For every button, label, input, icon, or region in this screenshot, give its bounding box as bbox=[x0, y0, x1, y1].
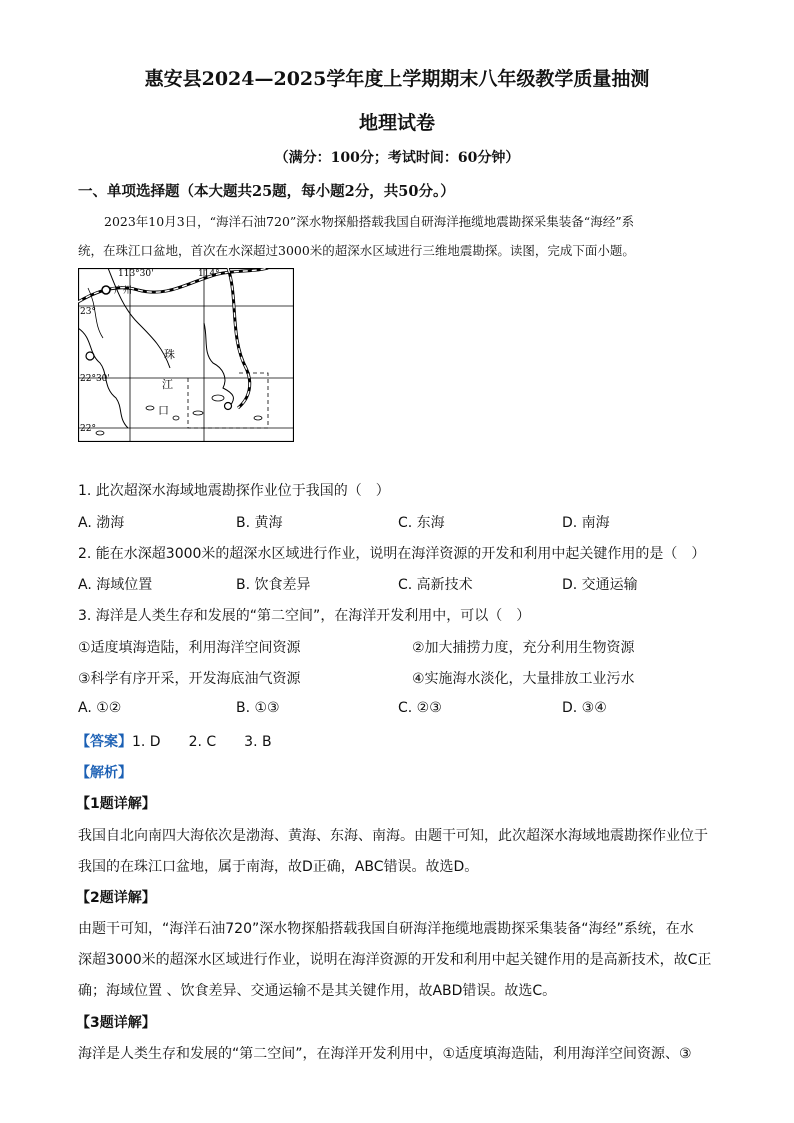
pearl-river-estuary-map bbox=[78, 268, 294, 442]
map-lat-2: 22°30' bbox=[80, 374, 110, 384]
q1-option-d: D. 南海 bbox=[562, 515, 610, 531]
q1-option-a: A. 渤海 bbox=[78, 515, 125, 531]
map-lon-2: 114° bbox=[198, 269, 220, 279]
q2-detail-line-1: 由题干可知，“海洋石油720”深水物探船搭载我国自研海洋拖缆地震勘探采集装备“海经”系统，在水 bbox=[78, 921, 694, 937]
q3-option-c: C. ②③ bbox=[398, 700, 442, 716]
map-lat-1: 23° bbox=[80, 307, 96, 317]
answer-values: 1. D 2. C 3. B bbox=[132, 734, 272, 750]
q2-option-a: A. 海域位置 bbox=[78, 577, 153, 593]
map-water-label-1: 珠 bbox=[164, 348, 175, 361]
map-city-label: 广州 bbox=[114, 286, 133, 296]
q2-detail-line-3: 确；海域位置 、饮食差异、交通运输不是其关键作用，故ABD错误。故选C。 bbox=[78, 983, 557, 999]
map-water-label-3: 口 bbox=[158, 404, 169, 417]
q3-statement-3: ③科学有序开采，开发海底油气资源 bbox=[78, 671, 301, 687]
q2-option-d: D. 交通运输 bbox=[562, 577, 638, 593]
q3-option-b: B. ①③ bbox=[236, 700, 280, 716]
question-2-stem: 2. 能在水深超3000米的超深水区域进行作业，说明在海洋资源的开发和利用中起关键作用的是（ ） bbox=[78, 546, 706, 562]
q3-detail-heading: 【3题详解】 bbox=[76, 1015, 156, 1031]
intro-line-2: 统，在珠江口盆地，首次在水深超过3000米的超深水区域进行三维地震勘探。读图，完成下面小题。 bbox=[78, 243, 635, 258]
q1-option-b: B. 黄海 bbox=[236, 515, 283, 531]
intro-line-1: 2023年10月3日，“海洋石油720”深水物探船搭载我国自研海洋拖缆地震勘探采集装备“海经”系 bbox=[104, 214, 635, 229]
exam-meta: （满分：100分；考试时间：60分钟） bbox=[274, 150, 520, 166]
q3-option-d: D. ③④ bbox=[562, 700, 607, 716]
q3-statement-2: ②加大捕捞力度，充分利用生物资源 bbox=[412, 640, 635, 656]
q3-detail-line-1: 海洋是人类生存和发展的“第二空间”，在海洋开发利用中，①适度填海造陆，利用海洋空间资源、③ bbox=[78, 1046, 692, 1062]
q2-detail-line-2: 深超3000米的超深水区域进行作业，说明在海洋资源的开发和利用中起关键作用的是高新技术，故C正 bbox=[78, 952, 712, 968]
q1-option-c: C. 东海 bbox=[398, 515, 445, 531]
map-lon-1: 113°30' bbox=[118, 269, 154, 279]
map-water-label-2: 江 bbox=[162, 378, 173, 391]
question-1-stem: 1. 此次超深水海域地震勘探作业位于我国的（ ） bbox=[78, 483, 390, 499]
q2-option-b: B. 饮食差异 bbox=[236, 577, 311, 593]
q1-detail-heading: 【1题详解】 bbox=[76, 796, 156, 812]
question-3-stem: 3. 海洋是人类生存和发展的“第二空间”，在海洋开发利用中，可以（ ） bbox=[78, 608, 531, 624]
document-title: 惠安县2024—2025学年度上学期期末八年级教学质量抽测 bbox=[144, 68, 650, 90]
q3-statement-4: ④实施海水淡化，大量排放工业污水 bbox=[412, 671, 635, 687]
q3-statement-1: ①适度填海造陆，利用海洋空间资源 bbox=[78, 640, 301, 656]
q1-detail-line-1: 我国自北向南四大海依次是渤海、黄海、东海、南海。由题干可知，此次超深水海域地震勘探作业位于 bbox=[78, 828, 708, 844]
analysis-tag: 【解析】 bbox=[76, 765, 132, 781]
answer-line bbox=[76, 731, 272, 751]
answer-tag: 【答案】 bbox=[76, 734, 132, 750]
map-lat-3: 22° bbox=[80, 424, 96, 434]
q3-option-a: A. ①② bbox=[78, 700, 122, 716]
section-heading: 一、单项选择题（本大题共25题，每小题2分，共50分。） bbox=[78, 183, 455, 200]
q1-detail-line-2: 我国的在珠江口盆地，属于南海，故D正确，ABC错误。故选D。 bbox=[78, 859, 479, 875]
q2-detail-heading: 【2题详解】 bbox=[76, 890, 156, 906]
document-subtitle: 地理试卷 bbox=[358, 112, 435, 134]
q2-option-c: C. 高新技术 bbox=[398, 577, 473, 593]
